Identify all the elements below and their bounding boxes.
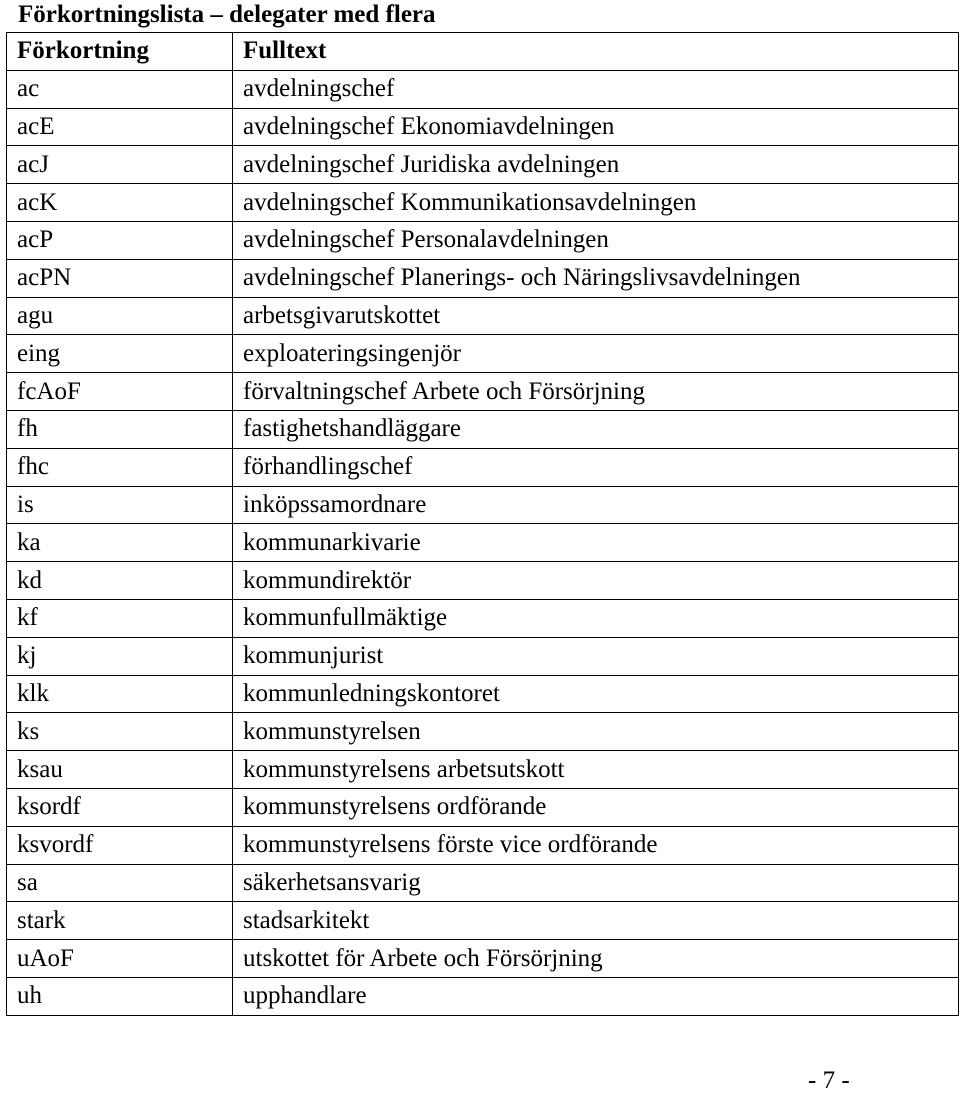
fulltext-cell: kommunjurist [233, 637, 959, 675]
fulltext-cell: avdelningschef [233, 70, 959, 108]
abbreviation-cell: ka [7, 524, 233, 562]
abbreviation-cell: fhc [7, 448, 233, 486]
fulltext-cell: upphandlare [233, 977, 959, 1015]
fulltext-cell: avdelningschef Planerings- och Näringslivsavdelningen [233, 259, 959, 297]
abbreviation-cell: acJ [7, 146, 233, 184]
table-row [7, 977, 959, 1015]
abbreviation-cell: ksordf [7, 788, 233, 826]
abbreviation-cell: kf [7, 599, 233, 637]
table-row [7, 940, 959, 978]
table-row [7, 751, 959, 789]
fulltext-cell: inköpssamordnare [233, 486, 959, 524]
abbreviation-cell: klk [7, 675, 233, 713]
table-row [7, 486, 959, 524]
table-row [7, 448, 959, 486]
fulltext-cell: förhandlingschef [233, 448, 959, 486]
fulltext-cell: exploateringsingenjör [233, 335, 959, 373]
table-row [7, 108, 959, 146]
table-row [7, 221, 959, 259]
table-row [7, 184, 959, 222]
fulltext-cell: utskottet för Arbete och Försörjning [233, 940, 959, 978]
abbreviation-cell: sa [7, 864, 233, 902]
fulltext-cell: avdelningschef Personalavdelningen [233, 221, 959, 259]
fulltext-cell: fastighetshandläggare [233, 410, 959, 448]
abbreviation-cell: ksau [7, 751, 233, 789]
fulltext-cell: säkerhetsansvarig [233, 864, 959, 902]
abbreviation-cell: ks [7, 713, 233, 751]
abbreviation-cell: ac [7, 70, 233, 108]
abbreviation-cell: kj [7, 637, 233, 675]
fulltext-cell: kommunledningskontoret [233, 675, 959, 713]
abbreviation-cell: acE [7, 108, 233, 146]
abbreviation-table [6, 32, 959, 1016]
table-row [7, 410, 959, 448]
abbreviation-cell: agu [7, 297, 233, 335]
fulltext-cell: avdelningschef Ekonomiavdelningen [233, 108, 959, 146]
table-row [7, 70, 959, 108]
abbreviation-cell: uAoF [7, 940, 233, 978]
fulltext-cell: avdelningschef Juridiska avdelningen [233, 146, 959, 184]
table-row [7, 826, 959, 864]
table-header-row [7, 33, 959, 71]
column-header-abbreviation: Förkortning [7, 33, 233, 71]
fulltext-cell: kommundirektör [233, 562, 959, 600]
table-row [7, 259, 959, 297]
fulltext-cell: stadsarkitekt [233, 902, 959, 940]
fulltext-cell: kommunstyrelsens ordförande [233, 788, 959, 826]
abbreviation-cell: uh [7, 977, 233, 1015]
abbreviation-cell: eing [7, 335, 233, 373]
table-row [7, 524, 959, 562]
column-header-fulltext: Fulltext [233, 33, 959, 71]
abbreviation-cell: is [7, 486, 233, 524]
table-row [7, 146, 959, 184]
table-row [7, 675, 959, 713]
page-title: Förkortningslista – delegater med flera [18, 1, 436, 28]
table-row [7, 335, 959, 373]
abbreviation-cell: stark [7, 902, 233, 940]
fulltext-cell: arbetsgivarutskottet [233, 297, 959, 335]
table-row [7, 788, 959, 826]
table-row [7, 562, 959, 600]
table-row [7, 599, 959, 637]
abbreviation-cell: fcAoF [7, 373, 233, 411]
abbreviation-cell: kd [7, 562, 233, 600]
table-row [7, 373, 959, 411]
page-number: - 7 - [808, 1067, 850, 1094]
fulltext-cell: kommunstyrelsens arbetsutskott [233, 751, 959, 789]
abbreviation-cell: acP [7, 221, 233, 259]
table-body [7, 70, 959, 1015]
abbreviation-cell: acPN [7, 259, 233, 297]
abbreviation-cell: acK [7, 184, 233, 222]
table-row [7, 713, 959, 751]
fulltext-cell: kommunstyrelsen [233, 713, 959, 751]
abbreviation-cell: ksvordf [7, 826, 233, 864]
abbreviation-cell: fh [7, 410, 233, 448]
table-row [7, 902, 959, 940]
fulltext-cell: förvaltningschef Arbete och Försörjning [233, 373, 959, 411]
table-row [7, 297, 959, 335]
table-row [7, 864, 959, 902]
fulltext-cell: kommunfullmäktige [233, 599, 959, 637]
table-row [7, 637, 959, 675]
fulltext-cell: avdelningschef Kommunikationsavdelningen [233, 184, 959, 222]
fulltext-cell: kommunarkivarie [233, 524, 959, 562]
fulltext-cell: kommunstyrelsens förste vice ordförande [233, 826, 959, 864]
